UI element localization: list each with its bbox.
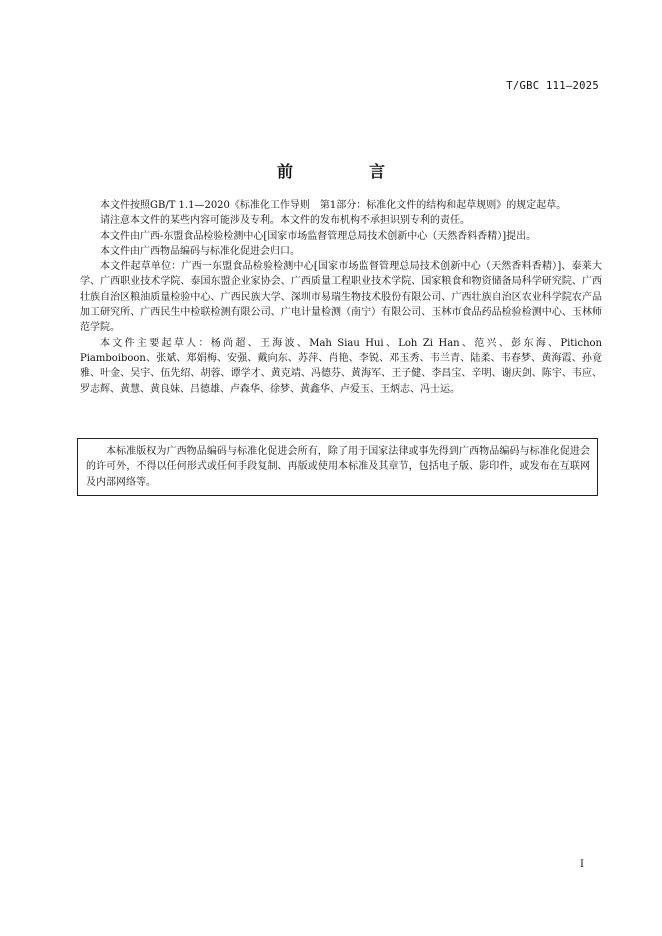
page-title: 前 言 [276,162,415,181]
paragraph-drafting-rules: 本文件按照GB/T 1.1—2020《标准化工作导则 第1部分：标准化文件的结构和起草规则》的规定起草。 [100,200,567,211]
foreword-body [80,198,602,397]
paragraph-centralized-unit: 本文件由广西物品编码与标准化促进会归口。 [100,245,300,257]
paragraph-main-drafters: 本文件主要起草人：杨尚超、王海波、Mah Siau Hui、Loh Zi Han、范兴、彭东海、Pitichon Piamboiboon、张斌、郑娟梅、安强、戴向东、苏萍、肖艳、李锐、邓玉秀、韦兰青、陆柔、韦春梦、黄海霞、孙竟雅、叶金、吴宇、伍先绍、胡蓉、谭学才、黄克靖、冯德芬、黄海军、王子健、李昌宝、辛明、谢庆剑、陈宇、韦应、罗志辉、黄慧、黄良妹、吕德雄、卢森华、徐梦、黄鑫华、卢爱玉、王炳志、冯士运。 [80,337,602,395]
page-number: I [580,859,584,870]
standard-code: T/GBC 111—2025 [506,80,599,92]
paragraph-proposer: 本文件由广西-东盟食品检验检测中心[国家市场监督管理总局技术创新中心（天然香料香精）]提出。 [100,230,537,242]
paragraph-drafting-organizations: 本文件起草单位：广西一东盟食品检验检测中心[国家市场监督管理总局技术创新中心（天然香料香精）]、泰莱大学、广西职业技术学院、泰国东盟企业家协会、广西质量工程职业技术学院、国家粮食和物资储备局科学研究院、广西壮族自治区粮油质量检验中心、广西民族大学、深圳市易瑞生物技术股份有限公司、广西壮族自治区农业科学院农产品加工研究所、广西民生中检联检测有限公司、广电计量检测（南宁）有限公司、玉林市食品药品检验检测中心、玉林师范学院。 [80,261,602,334]
paragraph-patent-notice: 请注意本文件的某些内容可能涉及专利。本文件的发布机构不承担识别专利的责任。 [100,215,470,227]
copyright-notice-box: 本标准版权为广西物品编码与标准化促进会所有，除了用于国家法律或事先得到广西物品编码与标准化促进会的许可外，不得以任何形式或任何手段复制、再版或使用本标准及其章节，包括电子版、影印件，或发布在互联网及内部网络等。 [77,438,598,496]
